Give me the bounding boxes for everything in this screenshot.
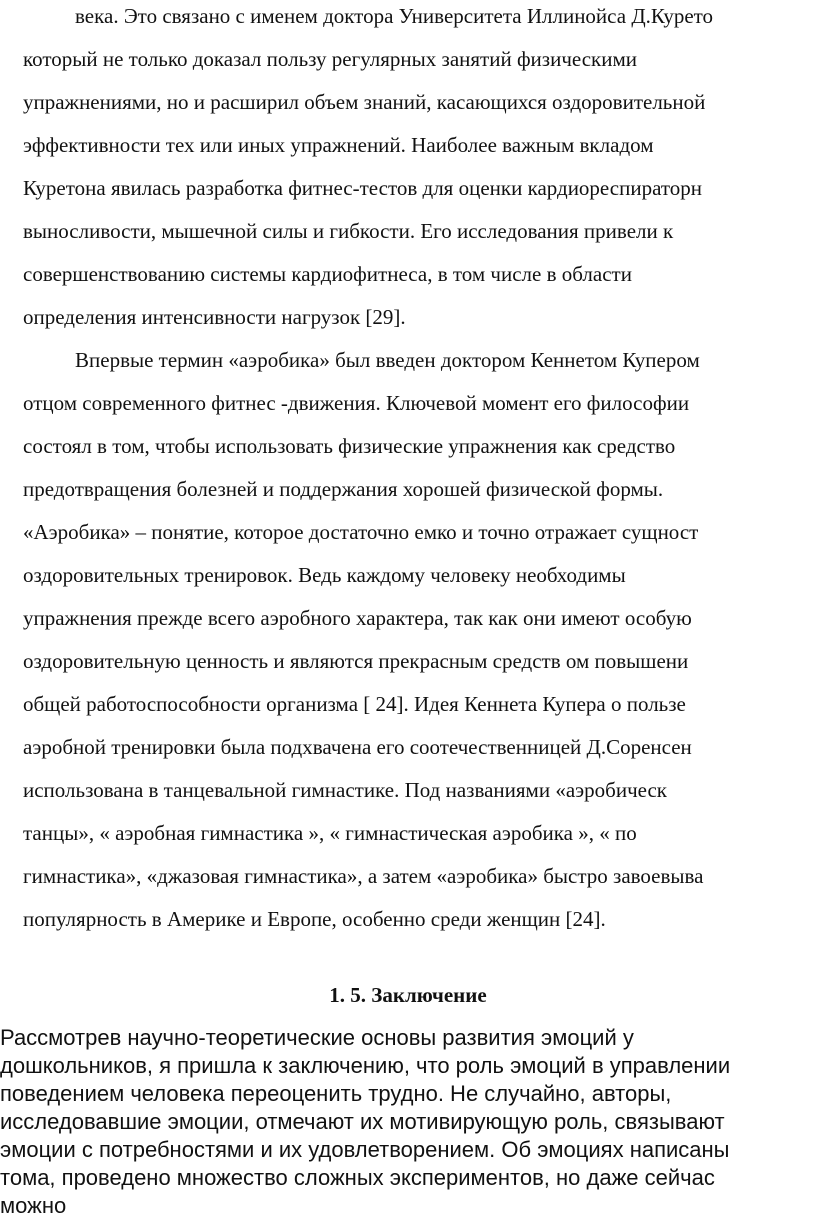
text-line: «Аэробика» – понятие, которое достаточно емко и точно отражает сущност [23,520,699,544]
text-line: аэробной тренировки была подхвачена его соотечественницей Д.Соренсен [23,735,692,759]
text-line: века. Это связано с именем доктора Университета Иллинойса Д.Курето [75,4,714,28]
text-line: дошкольников, я пришла к заключению, что роль эмоций в управлении [0,1053,731,1078]
text-line: танцы», « аэробная гимнастика », « гимнастическая аэробика », « по [23,821,637,845]
text-line: Впервые термин «аэробика» был введен доктором Кеннетом Купером [75,348,700,372]
text-line: отцом современного фитнес -движения. Ключевой момент его философии [23,391,690,415]
text-line: тома, проведено множество сложных экспериментов, но даже сейчас [0,1165,715,1190]
text-line: поведением человека переоценить трудно. Не случайно, авторы, [0,1081,672,1106]
text-line: выносливости, мышечной силы и гибкости. Его исследования привели к [23,219,674,243]
text-line: Куретона явилась разработка фитнес-тестов для оценки кардиореспираторн [23,176,702,200]
text-line: упражнениями, но и расширил объем знаний, касающихся оздоровительной [23,90,706,114]
text-line: Рассмотрев научно-теоретические основы развития эмоций у [0,1025,634,1050]
text-line: состоял в том, чтобы использовать физические упражнения как средство [23,434,676,458]
text-line: общей работоспособности организма [ 24]. Идея Кеннета Купера о пользе [23,692,686,716]
text-line: исследовавшие эмоции, отмечают их мотивирующую роль, связывают [0,1109,725,1134]
section-heading: 1. 5. Заключение [329,983,487,1007]
text-line: можно [0,1193,67,1218]
text-line: определения интенсивности нагрузок [29]. [23,305,406,329]
text-line: оздоровительных тренировок. Ведь каждому человеку необходимы [23,563,626,587]
text-line: эмоции с потребностями и их удовлетворением. Об эмоциях написаны [0,1137,730,1162]
text-line: популярность в Америке и Европе, особенно среди женщин [24]. [23,907,606,931]
text-line: гимнастика», «джазовая гимнастика», а затем «аэробика» быстро завоевыва [23,864,704,888]
text-line: использована в танцевальной гимнастике. Под названиями «аэробическ [23,778,668,802]
text-line: совершенствованию системы кардиофитнеса, в том числе в области [23,262,632,286]
text-line: предотвращения болезней и поддержания хорошей физической формы. [23,477,664,501]
text-line: эффективности тех или иных упражнений. Наиболее важным вкладом [23,133,654,157]
text-line: упражнения прежде всего аэробного характера, так как они имеют особую [23,606,692,630]
text-line: оздоровительную ценность и являются прекрасным средств ом повышени [23,649,689,673]
text-line: который не только доказал пользу регулярных занятий физическими [23,47,638,71]
